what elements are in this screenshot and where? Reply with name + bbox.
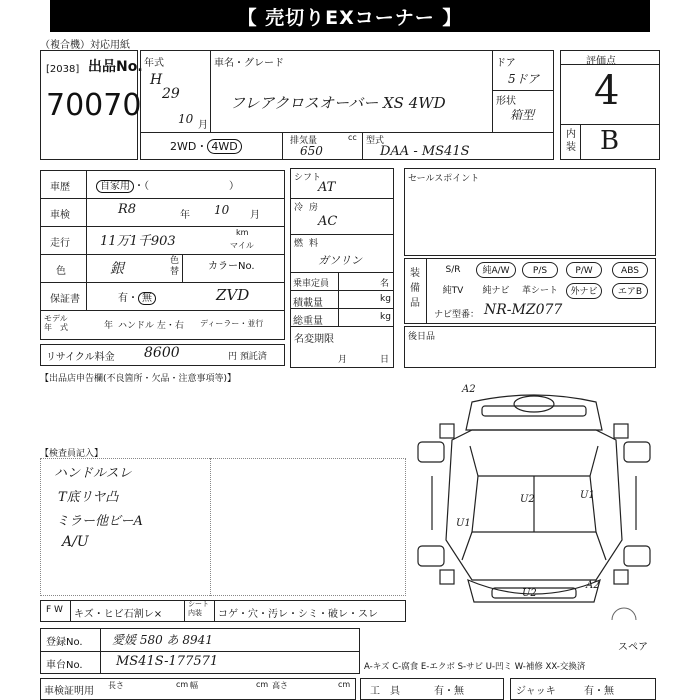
seat-items: コゲ・穴・汚レ・シミ・破レ・スレ <box>218 609 378 620</box>
damage-mark-right: U1 <box>580 490 595 501</box>
fw-items: キズ・ヒビ石割レ× <box>74 609 163 620</box>
color-change-label: 色 替 <box>170 256 180 277</box>
door-value: 5ドア <box>508 72 540 86</box>
warranty-label: 保証書 <box>50 294 80 305</box>
damage-legend: A-キズ C-腐食 E-エクボ S-サビ U-凹ミ W-補修 XX-交換済 <box>364 662 586 672</box>
displacement-label: 排気量 <box>290 136 318 146</box>
dealer: ディーラー・並行 <box>200 319 264 328</box>
mod-date-label: 名変期限 <box>294 334 334 345</box>
declaration-label: 【出品店申告欄(不良箇所・欠品・注意事項等)】 <box>40 374 237 384</box>
recycle-label: リサイクル料金 <box>46 352 115 363</box>
later-label: 後日品 <box>408 332 436 342</box>
fuel-value: ガソリン <box>318 254 362 267</box>
equip-power-window: P/W <box>566 262 602 278</box>
later-box <box>404 326 656 368</box>
inspection-month-unit: 月 <box>250 210 260 221</box>
equip-sr: S/R <box>445 265 461 275</box>
inspection-label: 車検 <box>50 210 70 221</box>
warranty-value: 有・ 無 <box>118 289 156 304</box>
equip-power-steering: P/S <box>522 262 558 278</box>
load-unit: kg <box>380 294 391 304</box>
fuel-label: 燃料 <box>294 239 325 249</box>
mod-date-day: 日 <box>380 355 390 365</box>
shift-label: シフト <box>294 173 322 183</box>
damage-mark-center-left: U2 <box>520 494 535 505</box>
spare-label: スペア <box>618 642 648 653</box>
equip-abs: ABS <box>612 262 648 278</box>
detail-table <box>40 170 285 340</box>
shape-label: 形状 <box>496 96 516 107</box>
model-year-unit: 年 <box>104 321 114 331</box>
chassis-value: MS41S-177571 <box>116 654 219 669</box>
equip-navi: 純ナビ <box>482 286 510 296</box>
equip-ext-navi: 外ナビ <box>566 283 602 299</box>
history-value: 自家用 ・（ ） <box>96 177 239 192</box>
rating-label: 評価点 <box>586 56 616 67</box>
color-label: 色 <box>56 266 66 277</box>
displacement-value: 650 <box>300 144 323 158</box>
mileage-label: 走行 <box>50 238 70 249</box>
shift-value: AT <box>318 180 336 195</box>
year-era: H <box>150 72 163 88</box>
color-code-label: カラーNo. <box>208 261 255 272</box>
year-label: 年式 <box>144 58 164 69</box>
aircon-value: AC <box>318 214 338 229</box>
interior-value: B <box>600 126 620 156</box>
lot-number: 70070 <box>46 88 142 123</box>
inspector-note-1: ハンドルスレ <box>54 466 132 481</box>
load-label: 積載量 <box>293 298 323 309</box>
inspector-note-4: A/U <box>62 534 89 550</box>
mod-date-month: 月 <box>338 355 348 365</box>
registration-value: 愛媛 580 あ 8941 <box>112 633 213 647</box>
equipment-label: 装 備 品 <box>410 268 420 309</box>
handle: ハンドル 左・右 <box>118 321 184 331</box>
inspector-note-2: T底リヤ凸 <box>58 490 119 505</box>
navi-model-label: ナビ型番： <box>434 310 480 320</box>
interior-label: 内 装 <box>566 129 576 153</box>
capacity-label: 乗車定員 <box>293 279 330 289</box>
inspection-month: 10 <box>214 203 230 217</box>
history-label: 車歴 <box>50 182 70 193</box>
aircon-label: 冷房 <box>294 203 325 213</box>
inspection-year-unit: 年 <box>180 210 190 221</box>
damage-mark-rear-corner: A2 <box>586 580 600 591</box>
recycle-unit: 円 預託済 <box>228 352 267 362</box>
navi-model-value: NR-MZ077 <box>484 302 563 318</box>
header-title: 【 売切りEXコーナー 】 <box>237 7 463 29</box>
seat-label: シート 内装 <box>188 600 209 617</box>
cert-length: 長さ <box>108 681 124 690</box>
model-type-value: DAA - MS41S <box>380 144 470 159</box>
color-code-value: ZVD <box>216 286 250 304</box>
chassis-label: 車台No. <box>46 660 83 671</box>
model-year-label: モデル 年 式 <box>44 314 68 332</box>
capacity-unit: 名 <box>380 279 390 289</box>
tools-label: 工 具 <box>370 686 400 697</box>
door-label: ドア <box>496 58 516 69</box>
inspector-label: 【検査員記入】 <box>40 449 104 459</box>
equip-airbag: エアB <box>612 283 648 299</box>
gross-unit: kg <box>380 312 391 322</box>
equip-alloy-wheel: 純A/W <box>476 262 516 278</box>
rating-value: 4 <box>594 68 620 114</box>
year-month-unit: 月 <box>198 120 208 131</box>
cert-label: 車検証明用 <box>44 686 94 697</box>
year-value: 29 <box>162 86 180 102</box>
cert-width: 幅 <box>190 681 198 690</box>
lot-tag: [2038] <box>46 64 80 75</box>
sales-point-label: セールスポイント <box>408 174 480 184</box>
lot-label: 出品No. <box>88 59 143 75</box>
fw-label: F W <box>46 605 63 615</box>
mileage-value: 11万1千903 <box>100 234 176 249</box>
gross-label: 総重量 <box>293 316 323 327</box>
cert-width-unit: cm <box>256 680 269 689</box>
jack-value: 有・無 <box>584 686 614 697</box>
equip-leather-seat: 革シート <box>521 286 558 296</box>
damage-mark-front: A2 <box>462 384 476 395</box>
jack-label: ジャッキ <box>516 686 556 697</box>
name-label: 車名・グレード <box>214 58 284 69</box>
tools-value: 有・無 <box>434 686 464 697</box>
drive-4wd-mark: 4WD <box>207 139 241 154</box>
mileage-unit-km: km <box>236 228 249 237</box>
recycle-value: 8600 <box>144 345 180 361</box>
cert-height-unit: cm <box>338 680 351 689</box>
displacement-unit: cc <box>348 133 357 142</box>
inspection-value: R8 <box>118 202 137 217</box>
shape-value: 箱型 <box>510 108 535 122</box>
mileage-unit-mile: マイル <box>230 241 254 250</box>
damage-mark-rear: U2 <box>522 588 537 599</box>
sheet-note: （複合機）対応用紙 <box>40 40 130 51</box>
color-value: 銀 <box>110 261 124 277</box>
drive-options: 2WD・ 4WD <box>170 138 242 154</box>
damage-mark-left: U1 <box>456 518 471 529</box>
year-month: 10 <box>178 112 194 126</box>
model-type-label: 型式 <box>366 136 385 146</box>
cert-height: 高さ <box>272 681 288 690</box>
inspector-note-3: ミラー他ビーA <box>56 514 143 529</box>
name-value: フレアクロスオーバー XS 4WD <box>230 94 446 112</box>
cert-length-unit: cm <box>176 680 189 689</box>
equip-tv: 純TV <box>442 286 464 296</box>
registration-label: 登録No. <box>46 637 83 648</box>
